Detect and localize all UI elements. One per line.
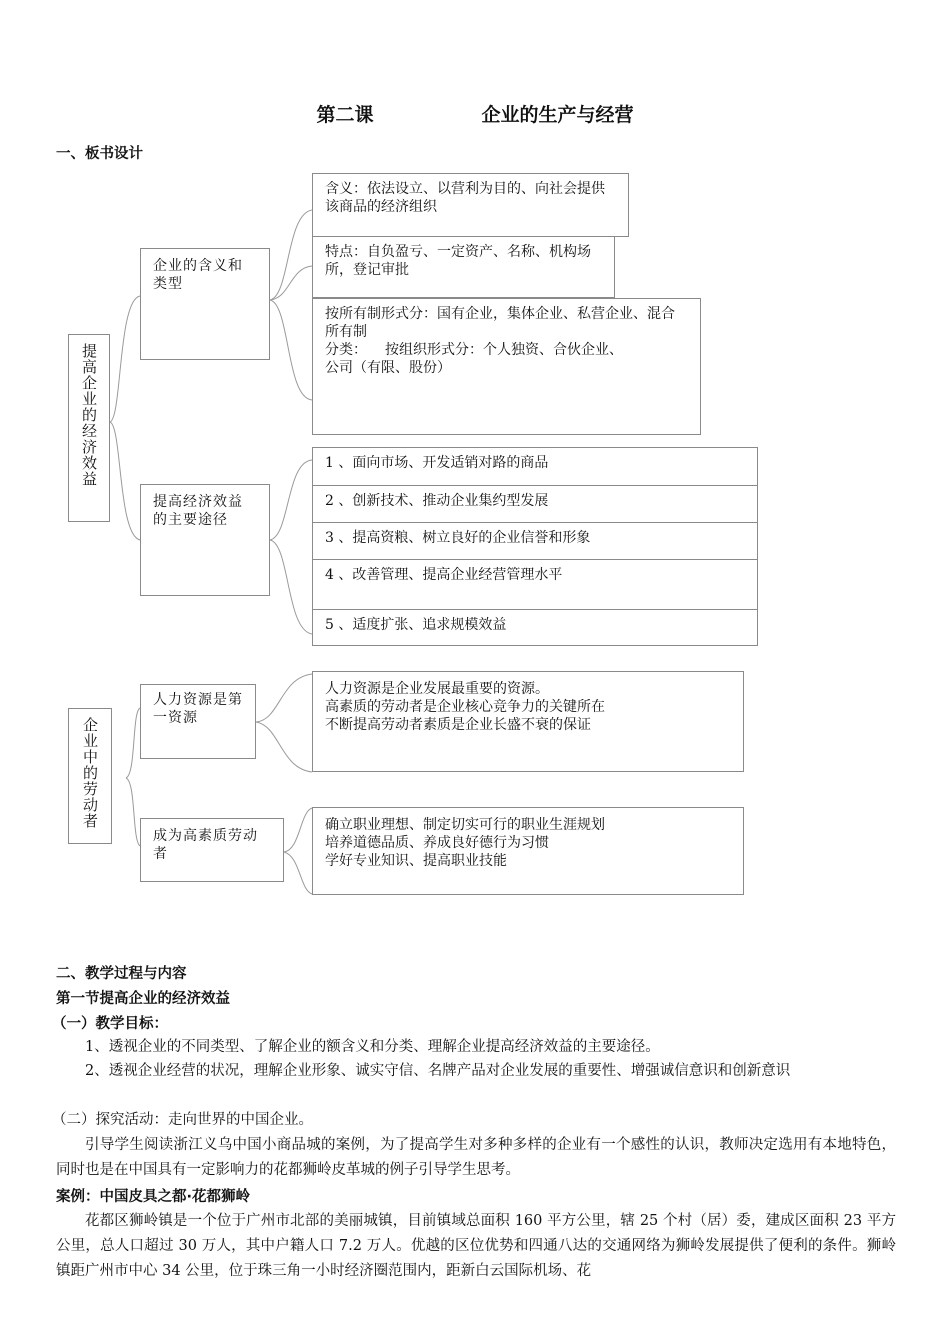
classify-line1: 按所有制形式分：国有企业，集体企业、私营企业、混合所有制: [325, 306, 675, 340]
way-item-1: 1 、面向市场、开发适销对路的商品: [312, 447, 758, 486]
activity-text: 引导学生阅读浙江义乌中国小商品城的案例，为了提高学生对多种多样的企业有一个感性的认识，教师决定选用有本地特色，同时也是在中国具有一定影响力的花都狮岭皮革城的例子引导学生思考。: [56, 1137, 896, 1178]
goal-1: 1、透视企业的不同类型、了解企业的额含义和分类、理解企业提高经济效益的主要途径。: [85, 1039, 660, 1055]
classify-line2: 分类： 按组织形式分：个人独资、合伙企业、: [325, 342, 623, 358]
connector-root1-branch2: [110, 422, 140, 540]
classify-line3: 公司（有限、股份）: [325, 360, 451, 376]
activity-heading: （二）探究活动：走向世界的中国企业。: [52, 1112, 313, 1128]
connector-branch4-bottom: [284, 852, 312, 894]
branch-main-ways: 提高经济效益的主要途径: [140, 484, 270, 596]
root-node-economic-benefit: 提高企业的经济效益: [68, 334, 110, 522]
branch-high-quality-worker: 成为高素质劳动者: [140, 818, 284, 882]
goals-heading: （一）教学目标：: [52, 1016, 168, 1032]
section-board-design: 一、板书设计: [56, 146, 143, 162]
way-item-4: 4 、改善管理、提高企业经营管理水平: [312, 559, 758, 610]
way-item-3: 3 、提高资粮、树立良好的企业信誉和形象: [312, 522, 758, 560]
connector-root1-branch1: [110, 296, 140, 422]
human-resource-text: 人力资源是企业发展最重要的资源。 高素质的劳动者是企业核心竞争力的关键所在 不断提高劳动者素质是企业长盛不衰的保证: [312, 671, 744, 772]
connector-branch2-top: [270, 460, 312, 540]
branch-meaning-and-type: 企业的含义和类型: [140, 248, 270, 360]
connector-branch3-bottom: [256, 722, 312, 772]
connector-branch1-meaning: [270, 210, 312, 300]
way-item-5: 5 、适度扩张、追求规模效益: [312, 609, 758, 646]
connector-branch3-top: [256, 674, 312, 722]
branch-human-resource: 人力资源是第一资源: [140, 684, 256, 759]
case-text: 花都区狮岭镇是一个位于广州市北部的美丽城镇，目前镇域总面积 160 平方公里，辖 25 个村（居）委，建成区面积 23 平方公里，总人口超过 30 万人，其中户籍人口 7.2 万人。优越的区位优势和四通八达的交通网络为狮岭发展提供了便利的条件。狮岭镇距广州市中心 34 公里，位于珠三角一小时经济圈范围内，距新白云国际机场、花: [56, 1213, 896, 1279]
item-feature: 特点：自负盈亏、一定资产、名称、机构场所，登记审批: [312, 236, 615, 298]
title-right: 企业的生产与经营: [481, 104, 634, 126]
connector-branch2-bottom: [270, 540, 312, 634]
title-left: 第二课: [316, 104, 374, 126]
connector-branch4-top: [284, 808, 312, 852]
subsection-title: 第一节提高企业的经济效益: [56, 991, 230, 1007]
high-quality-worker-text: 确立职业理想、制定切实可行的职业生涯规划 培养道德品质、养成良好德行为习惯 学好专业知识、提高职业技能: [312, 807, 744, 895]
goal-2: 2、透视企业经营的状况，理解企业形象、诚实守信、名牌产品对企业发展的重要性、增强诚信意识和创新意识: [85, 1063, 791, 1079]
item-classification: [312, 298, 701, 435]
connector-root2-branch4: [126, 778, 140, 846]
connector-branch1-classify: [270, 300, 312, 400]
item-meaning: 含义：依法设立、以营利为目的、向社会提供该商品的经济组织: [312, 173, 629, 237]
connector-root2-branch3: [126, 708, 140, 778]
way-item-2: 2 、创新技术、推动企业集约型发展: [312, 485, 758, 523]
case-heading: 案例：中国皮具之都·花都狮岭: [56, 1189, 251, 1205]
root-node-workers: 企业中的劳动者: [68, 708, 112, 844]
section-teaching-process: 二、教学过程与内容: [56, 966, 187, 982]
